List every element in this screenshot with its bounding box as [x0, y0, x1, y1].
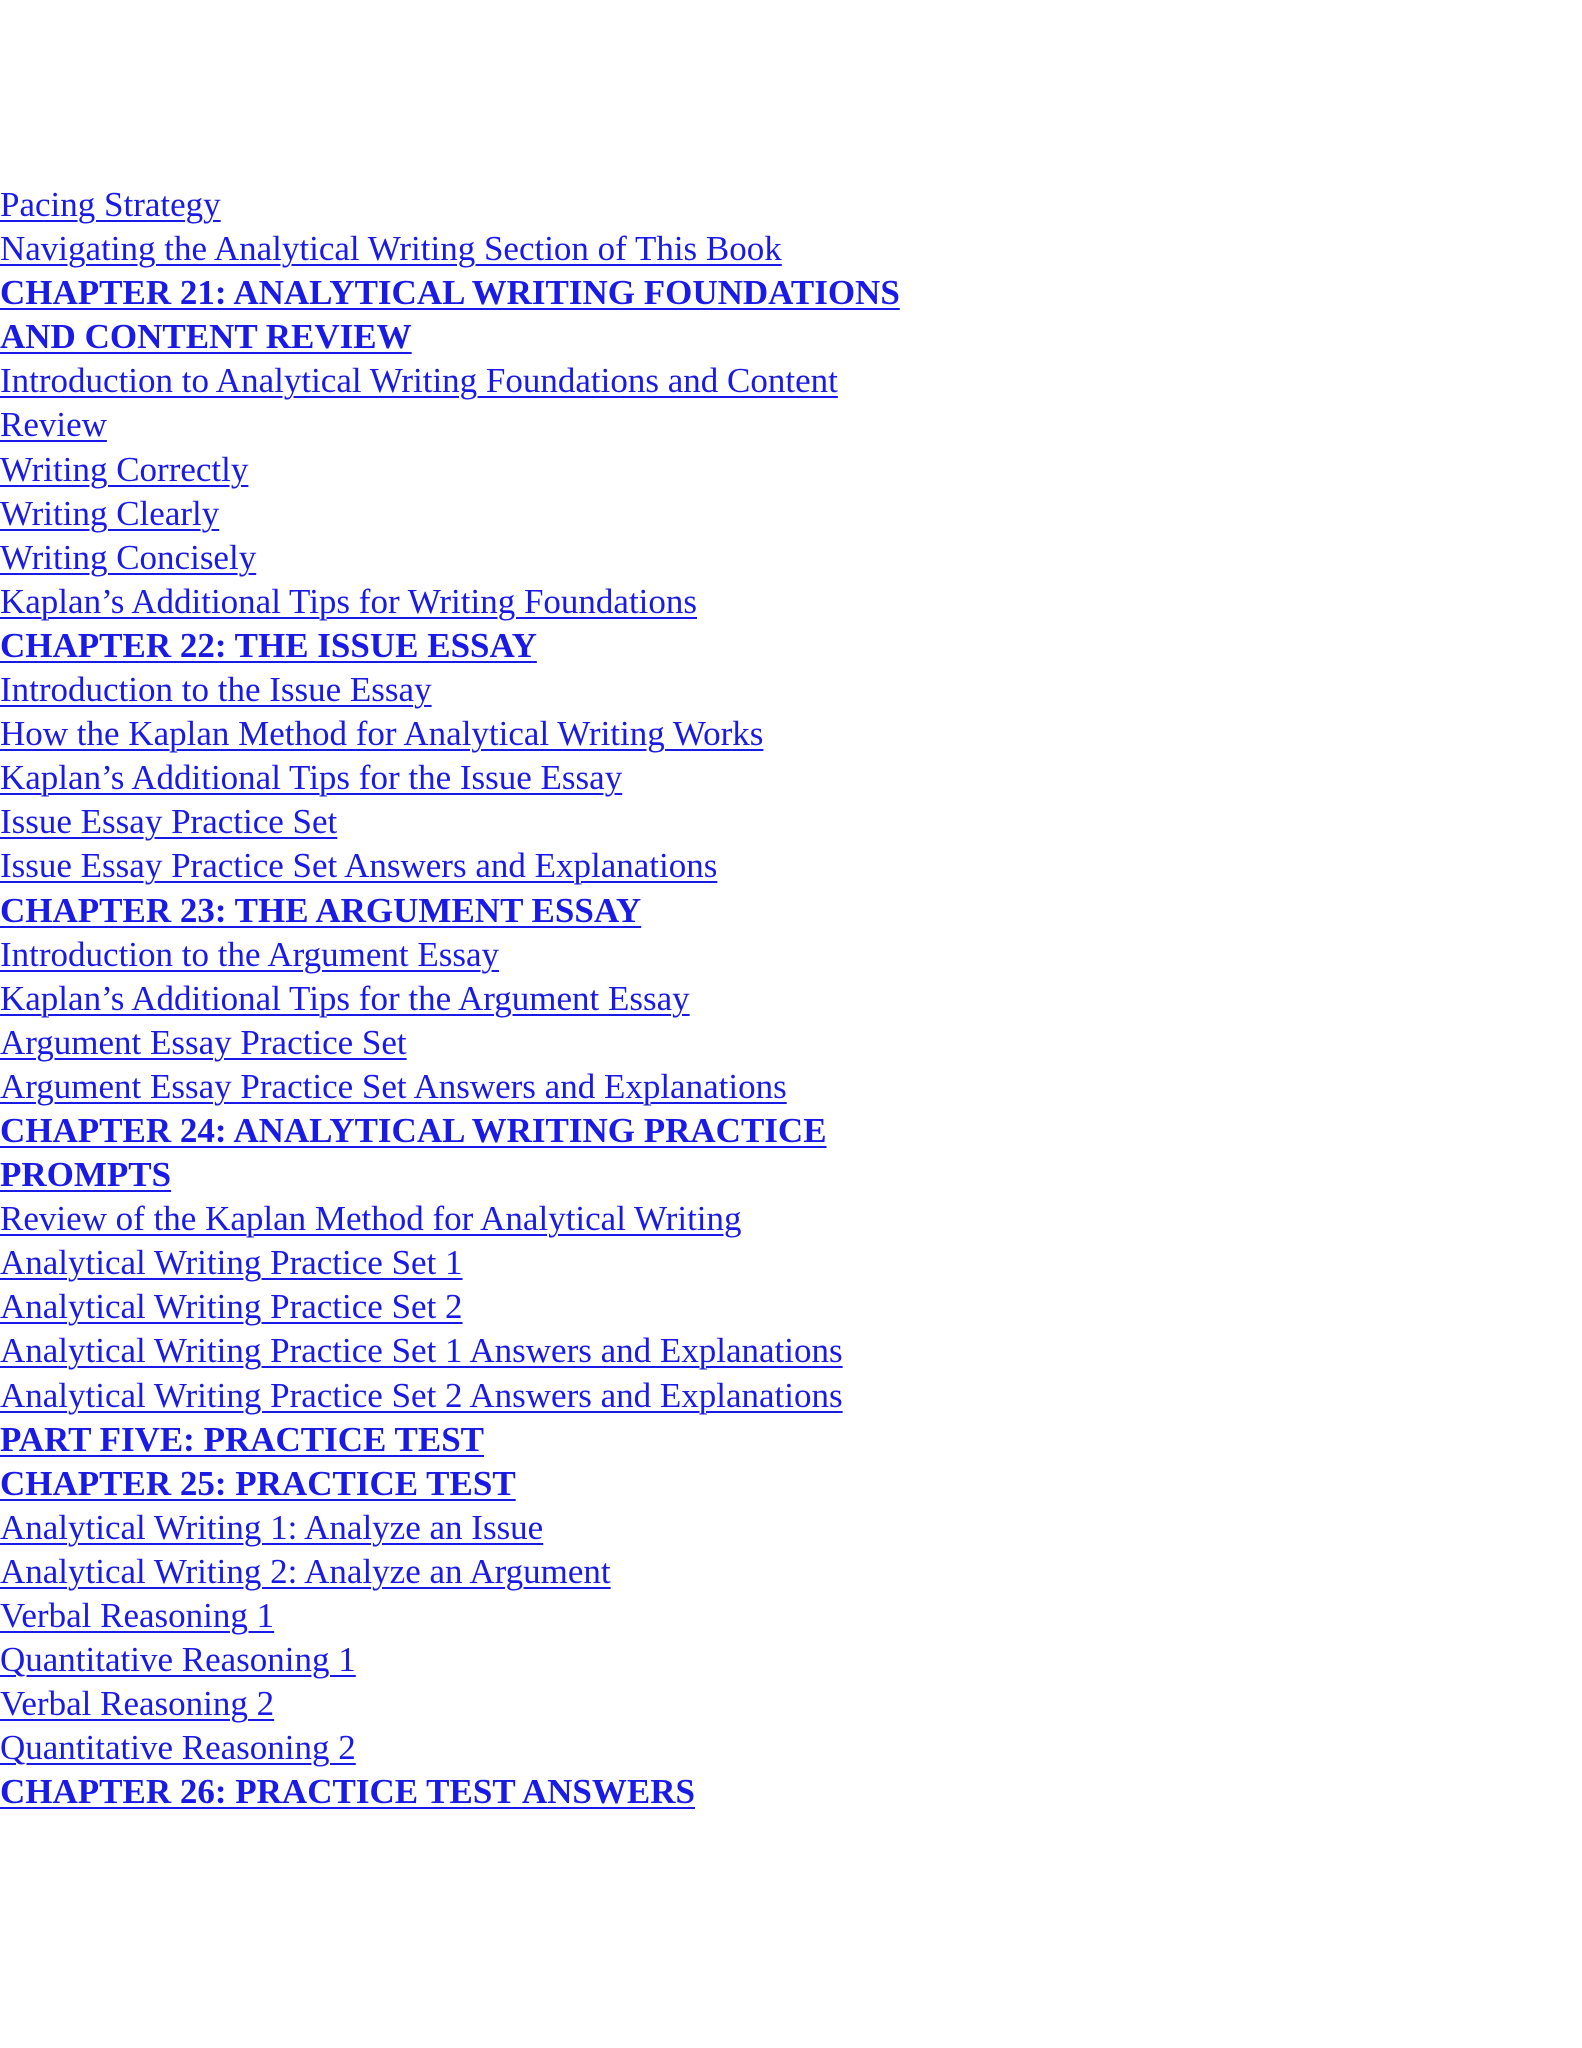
- toc-section-link[interactable]: Kaplan’s Additional Tips for the Issue Essay: [0, 758, 623, 798]
- toc-chapter-link[interactable]: CHAPTER 23: THE ARGUMENT ESSAY: [0, 890, 642, 930]
- toc-section-link[interactable]: Verbal Reasoning 2: [0, 1684, 275, 1724]
- toc-section-link[interactable]: Analytical Writing 1: Analyze an Issue: [0, 1507, 544, 1547]
- toc-section-item: [0, 1285, 1582, 1329]
- toc-chapter-item: [0, 889, 1582, 933]
- toc-section-item: [0, 1594, 1582, 1638]
- toc-section-link[interactable]: How the Kaplan Method for Analytical Writing Works: [0, 714, 764, 754]
- toc-section-item: [0, 844, 1582, 888]
- toc-chapter-link[interactable]: CHAPTER 25: PRACTICE TEST: [0, 1463, 516, 1503]
- toc-chapter-link[interactable]: CHAPTER 22: THE ISSUE ESSAY: [0, 625, 537, 665]
- toc-chapter-link[interactable]: PROMPTS: [0, 1155, 172, 1195]
- toc-section-item: [0, 359, 1582, 403]
- toc-section-link[interactable]: Analytical Writing Practice Set 2 Answers and Explanations: [0, 1375, 843, 1415]
- toc-section-item: [0, 1329, 1582, 1373]
- toc-section-link[interactable]: Introduction to the Argument Essay: [0, 934, 500, 974]
- toc-chapter-item: [0, 1462, 1582, 1506]
- toc-section-item: [0, 1550, 1582, 1594]
- toc-part-item: [0, 1418, 1582, 1462]
- toc-section-item: [0, 977, 1582, 1021]
- toc-chapter-link[interactable]: CHAPTER 26: PRACTICE TEST ANSWERS: [0, 1772, 695, 1812]
- toc-section-link[interactable]: Review of the Kaplan Method for Analytical Writing: [0, 1199, 742, 1239]
- toc-section-link[interactable]: Kaplan’s Additional Tips for Writing Foundations: [0, 581, 698, 621]
- toc-section-item: [0, 712, 1582, 756]
- toc-section-link[interactable]: Argument Essay Practice Set Answers and Explanations: [0, 1066, 787, 1106]
- toc-section-item: [0, 1726, 1582, 1770]
- toc-section-item: [0, 1682, 1582, 1726]
- toc-chapter-item: [0, 1153, 1582, 1197]
- toc-section-link[interactable]: Navigating the Analytical Writing Section of This Book: [0, 229, 782, 269]
- toc-section-link[interactable]: Analytical Writing Practice Set 1 Answers and Explanations: [0, 1331, 843, 1371]
- toc-section-link[interactable]: Quantitative Reasoning 1: [0, 1640, 356, 1680]
- toc-section-link[interactable]: Review: [0, 405, 107, 445]
- toc-section-item: [0, 756, 1582, 800]
- toc-section-item: [0, 1638, 1582, 1682]
- table-of-contents: [0, 183, 1582, 1814]
- toc-chapter-item: [0, 271, 1582, 315]
- toc-section-link[interactable]: Introduction to the Issue Essay: [0, 670, 432, 710]
- toc-section-link[interactable]: Verbal Reasoning 1: [0, 1596, 275, 1635]
- toc-section-item: [0, 227, 1582, 271]
- toc-section-item: [0, 580, 1582, 624]
- toc-section-link[interactable]: Analytical Writing Practice Set 1: [0, 1243, 463, 1283]
- toc-section-link[interactable]: Analytical Writing 2: Analyze an Argument: [0, 1551, 611, 1591]
- toc-section-link[interactable]: Analytical Writing Practice Set 2: [0, 1287, 463, 1327]
- toc-chapter-item: [0, 624, 1582, 668]
- toc-section-link[interactable]: Issue Essay Practice Set Answers and Explanations: [0, 846, 718, 886]
- toc-section-item: [0, 492, 1582, 536]
- toc-section-link[interactable]: Pacing Strategy: [0, 185, 221, 224]
- toc-section-item: [0, 933, 1582, 977]
- toc-chapter-item: [0, 315, 1582, 359]
- toc-chapter-link[interactable]: CHAPTER 21: ANALYTICAL WRITING FOUNDATIONS: [0, 273, 900, 313]
- toc-section-item: [0, 1197, 1582, 1241]
- toc-chapter-link[interactable]: AND CONTENT REVIEW: [0, 317, 412, 357]
- toc-section-item: [0, 1241, 1582, 1285]
- toc-part-link[interactable]: PART FIVE: PRACTICE TEST: [0, 1419, 485, 1459]
- toc-section-link[interactable]: Issue Essay Practice Set: [0, 802, 338, 842]
- toc-section-item: [0, 800, 1582, 844]
- toc-section-item: [0, 668, 1582, 712]
- toc-section-item: [0, 1374, 1582, 1418]
- toc-section-link[interactable]: Writing Concisely: [0, 537, 257, 577]
- toc-chapter-link[interactable]: CHAPTER 24: ANALYTICAL WRITING PRACTICE: [0, 1110, 827, 1150]
- toc-section-item: [0, 448, 1582, 492]
- toc-section-link[interactable]: Writing Correctly: [0, 449, 249, 489]
- toc-chapter-item: [0, 1770, 1582, 1814]
- toc-section-link[interactable]: Kaplan’s Additional Tips for the Argument Essay: [0, 978, 690, 1018]
- toc-section-link[interactable]: Argument Essay Practice Set: [0, 1022, 407, 1062]
- toc-section-link[interactable]: Writing Clearly: [0, 493, 220, 533]
- toc-section-item: [0, 1065, 1582, 1109]
- toc-section-link[interactable]: Introduction to Analytical Writing Foundations and Content: [0, 361, 838, 401]
- toc-section-item: [0, 1021, 1582, 1065]
- toc-section-item: [0, 536, 1582, 580]
- toc-section-item: [0, 1506, 1582, 1550]
- toc-section-item: [0, 183, 1582, 227]
- toc-chapter-item: [0, 1109, 1582, 1153]
- toc-section-link[interactable]: Quantitative Reasoning 2: [0, 1728, 356, 1768]
- toc-section-item: [0, 403, 1582, 447]
